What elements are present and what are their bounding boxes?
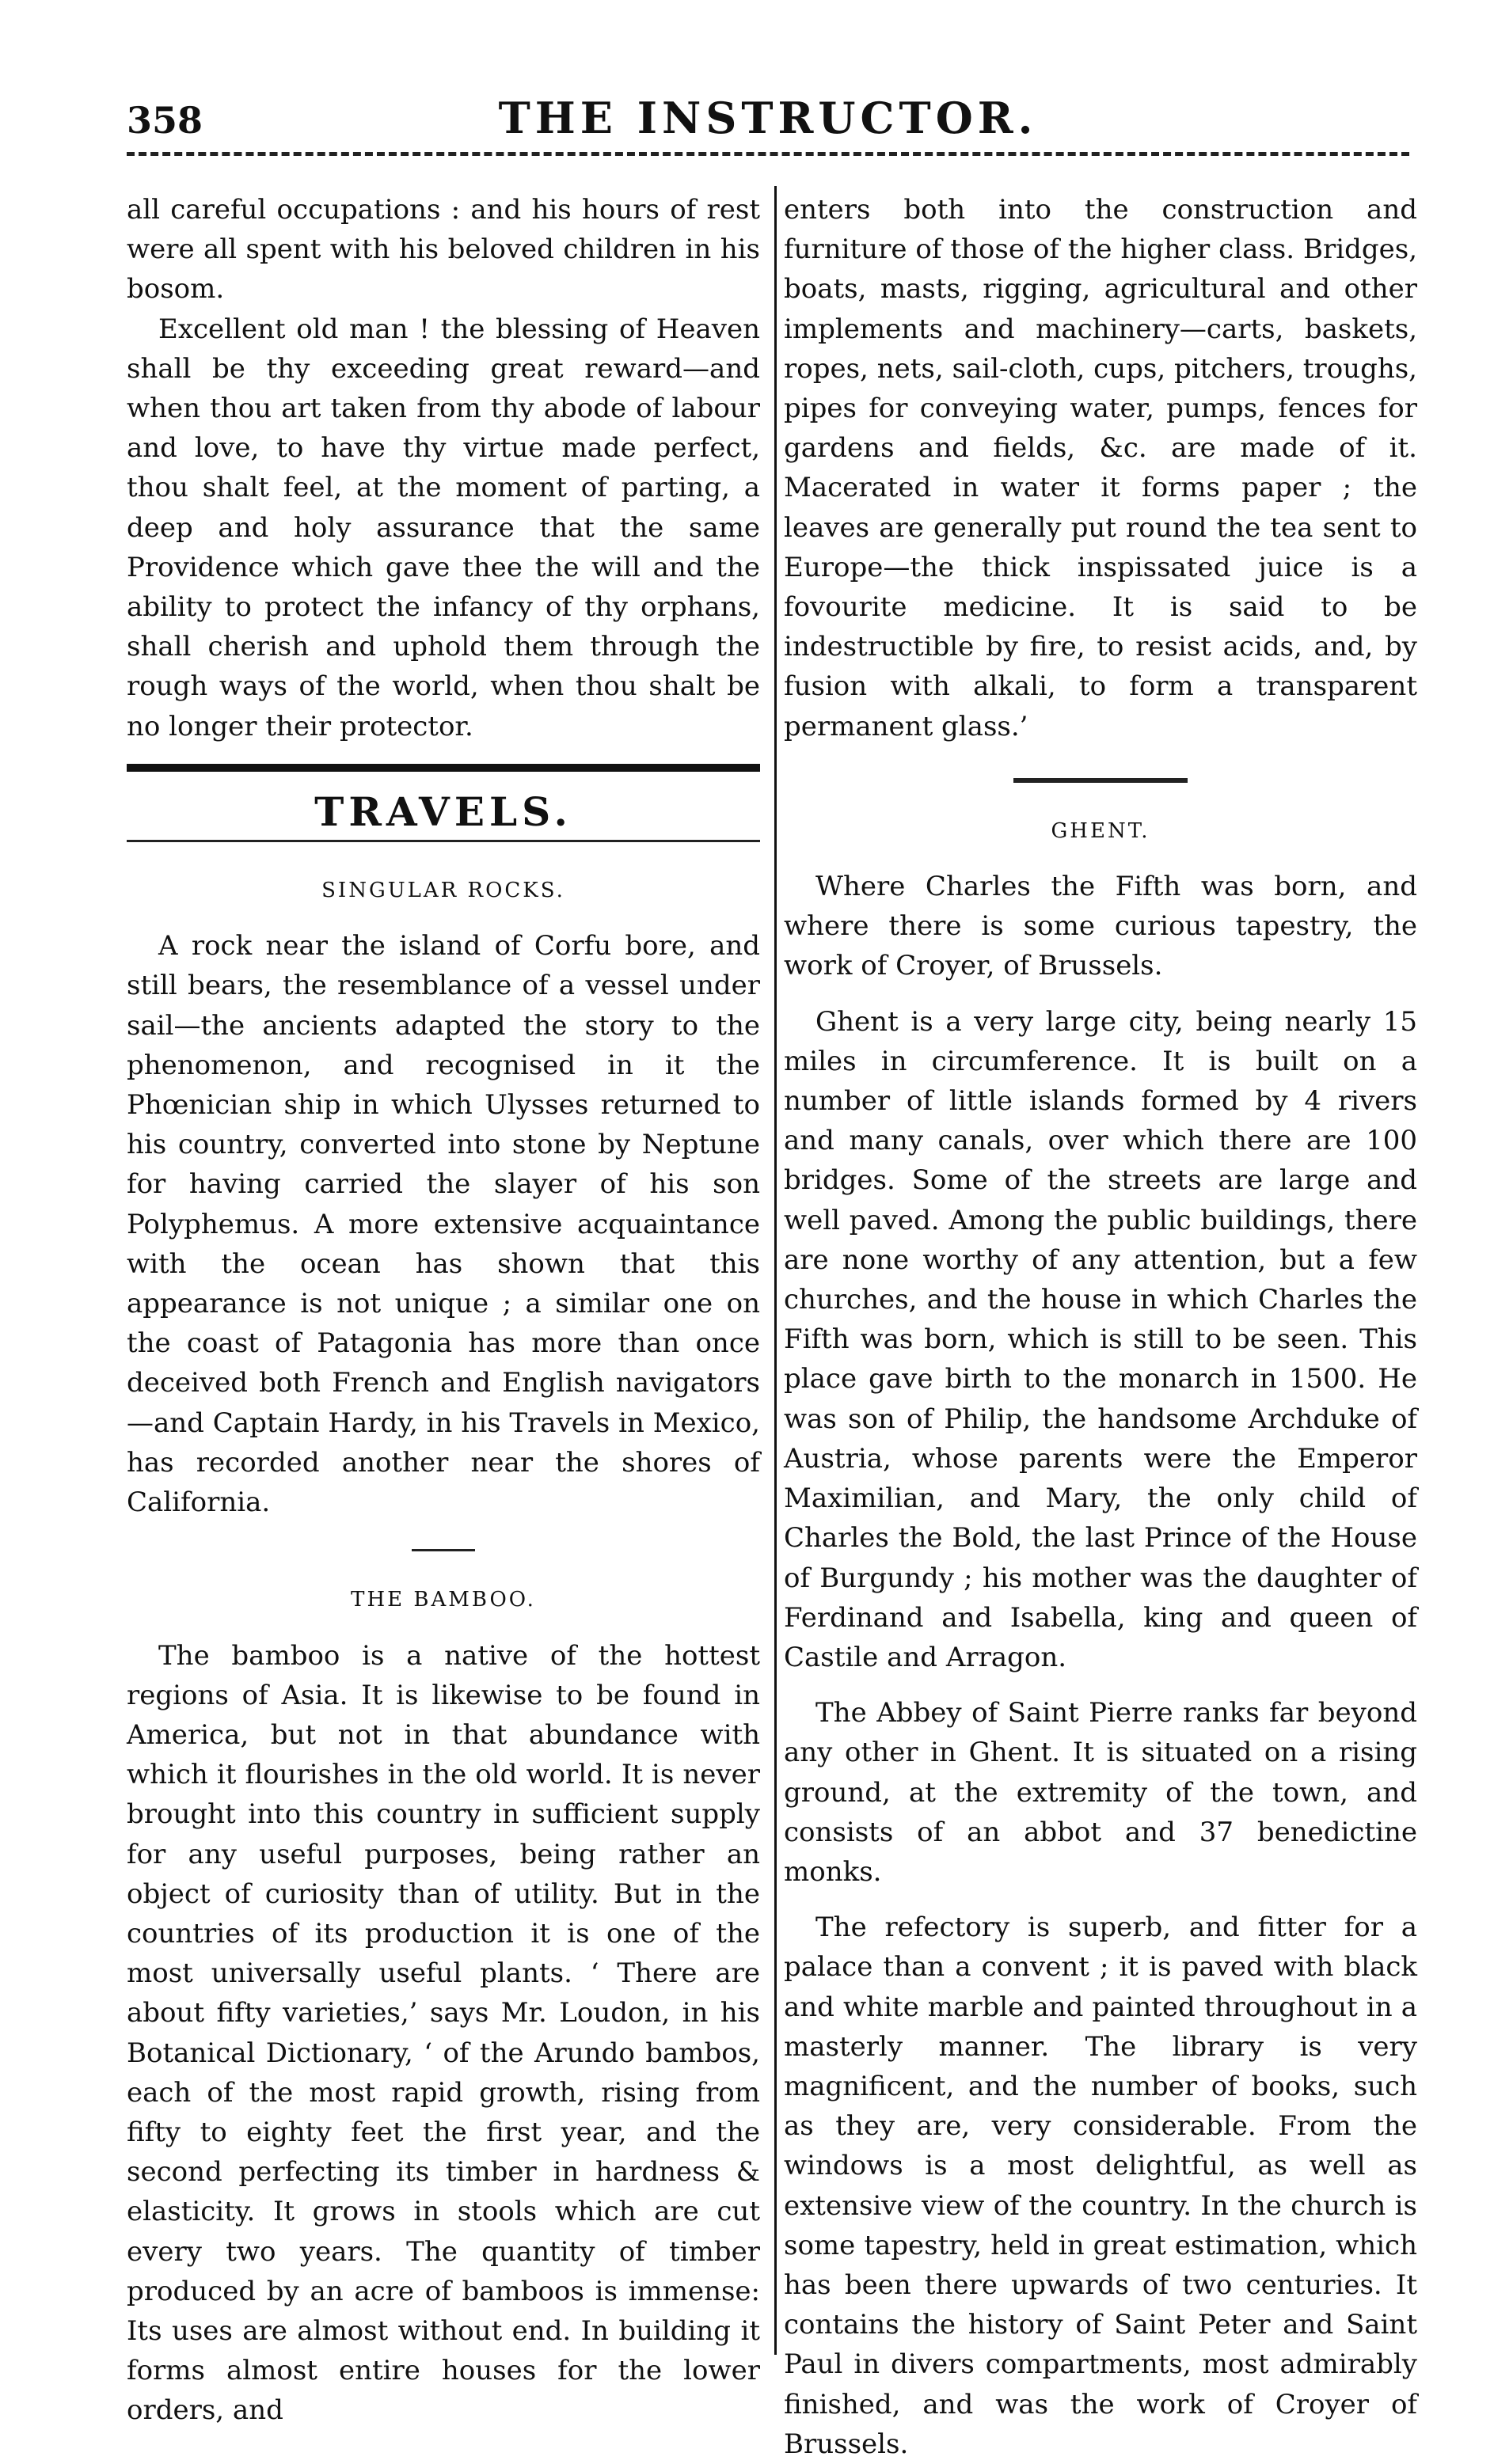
header-rule bbox=[127, 152, 1409, 156]
paragraph-continued: all careful occupations : and his hours of rest were all spent with his beloved children in his bosom. bbox=[127, 194, 760, 306]
running-title: THE INSTRUCTOR. bbox=[498, 93, 1038, 143]
paragraph-ghent-intro: Where Charles the Fifth was born, and where there is some curious tapestry, the work of Croyer, of Brussels. bbox=[784, 871, 1417, 982]
paragraph-excellent-old-man: Excellent old man ! the blessing of Heaven shall be thy exceeding great reward—and when thou art taken from thy abode of labour and love, to have thy virtue made perfect, thou shalt feel, at the moment of parting, a deep and holy assurance that the same Providence which gave thee the will and the ability to protect the infancy of thy orphans, shall cherish and uphold them through the rough ways of the world, when thou shalt be no longer their protector. bbox=[127, 313, 760, 742]
column-divider bbox=[774, 186, 777, 2355]
paragraph-ghent-city: Ghent is a very large city, being nearly 15 miles in circumference. It is built on a number of little islands formed by 4 rivers and many canals, over which there are 100 bridges. Some of the streets are large and well paved. Among the public buildings, there are none worthy of any attention, but a few churches, and the house in which Charles the Fifth was born, which is still to be seen. This place gave birth to the monarch in 1500. He was son of Philip, the handsome Archduke of Austria, whose parents were the Emperor Maximilian, and Mary, the only child of Charles the Bold, the last Prince of the House of Burgundy ; his mother was the daughter of Ferdinand and Isabella, king and queen of Castile and Arragon. bbox=[784, 1005, 1417, 1673]
section-rule bbox=[127, 764, 760, 772]
section-title-travels: TRAVELS. bbox=[314, 788, 572, 835]
page-header bbox=[127, 75, 1409, 143]
paragraph-abbey: The Abbey of Saint Pierre ranks far beyond any other in Ghent. It is situated on a rising ground, at the extremity of the town, and consists of an abbot and 37 benedictine monks. bbox=[784, 1697, 1417, 1888]
article-divider bbox=[1013, 778, 1188, 783]
paragraph-the-bamboo: The bamboo is a native of the hottest regions of Asia. It is likewise to be found in America, but not in that abundance with which it flourishes in the old world. It is never brought into this country in sufficient supply for any useful purposes, being rather an object of curiosity than of utility. But in the countries of its production it is one of the most universally useful plants. ‘ There are about fifty varieties,’ says Mr. Loudon, in his Botanical Dictionary, ‘ of the Arundo bambos, each of the most rapid growth, rising from fifty to eighty feet the first year, and the second perfecting its timber in hardness & elasticity. It grows in stools which are cut every two years. The quantity of timber produced by an acre of bamboos is immense: Its uses are almost without end. In building it forms almost entire houses for the lower orders, and bbox=[127, 1639, 760, 2427]
left-column bbox=[127, 190, 760, 2431]
article-divider bbox=[412, 1549, 475, 1551]
page-number: 358 bbox=[127, 99, 203, 142]
section-title-rule bbox=[127, 840, 760, 842]
heading-singular-rocks: SINGULAR ROCKS. bbox=[321, 879, 565, 903]
heading-the-bamboo: THE BAMBOO. bbox=[351, 1588, 536, 1612]
paragraph-refectory: The refectory is superb, and fitter for a palace than a convent ; it is paved with black and white marble and painted throughout in a masterly manner. The library is very magnificent, and the number of books, such as they are, very considerable. From the windows is a most delightful, as well as extensive view of the country. In the church is some tapestry, held in great estimation, which has been there upwards of two centuries. It contains the history of Saint Peter and Saint Paul in divers compartments, most admirably finished, and was the work of Croyer of Brussels. bbox=[784, 1912, 1417, 2460]
heading-ghent: GHENT. bbox=[1051, 818, 1150, 843]
right-column bbox=[784, 190, 1417, 2464]
paragraph-singular-rocks: A rock near the island of Corfu bore, and still bears, the resemblance of a vessel under sail—the ancients adapted the story to the phenomenon, and recognised in it the Phœnician ship in which Ulysses returned to his country, converted into stone by Neptune for having carried the slayer of his son Polyphemus. A more extensive acquaintance with the ocean has shown that this appearance is not unique ; a similar one on the coast of Patagonia has more than once deceived both French and English navigators—and Captain Hardy, in his Travels in Mexico, has recorded another near the shores of California. bbox=[127, 930, 760, 1519]
paragraph-bamboo-continued: enters both into the construction and furniture of those of the higher class. Bridges, boats, masts, rigging, agricultural and other implements and machinery—carts, baskets, ropes, nets, sail-cloth, cups, pitchers, troughs, pipes for conveying water, pumps, fences for gardens and fields, &c. are made of it. Macerated in water it forms paper ; the leaves are generally put round the tea sent to Europe—the thick inspissated juice is a fovourite medicine. It is said to be indestructible by fire, to resist acids, and, by fusion with alkali, to form a transparent permanent glass.’ bbox=[784, 194, 1417, 742]
